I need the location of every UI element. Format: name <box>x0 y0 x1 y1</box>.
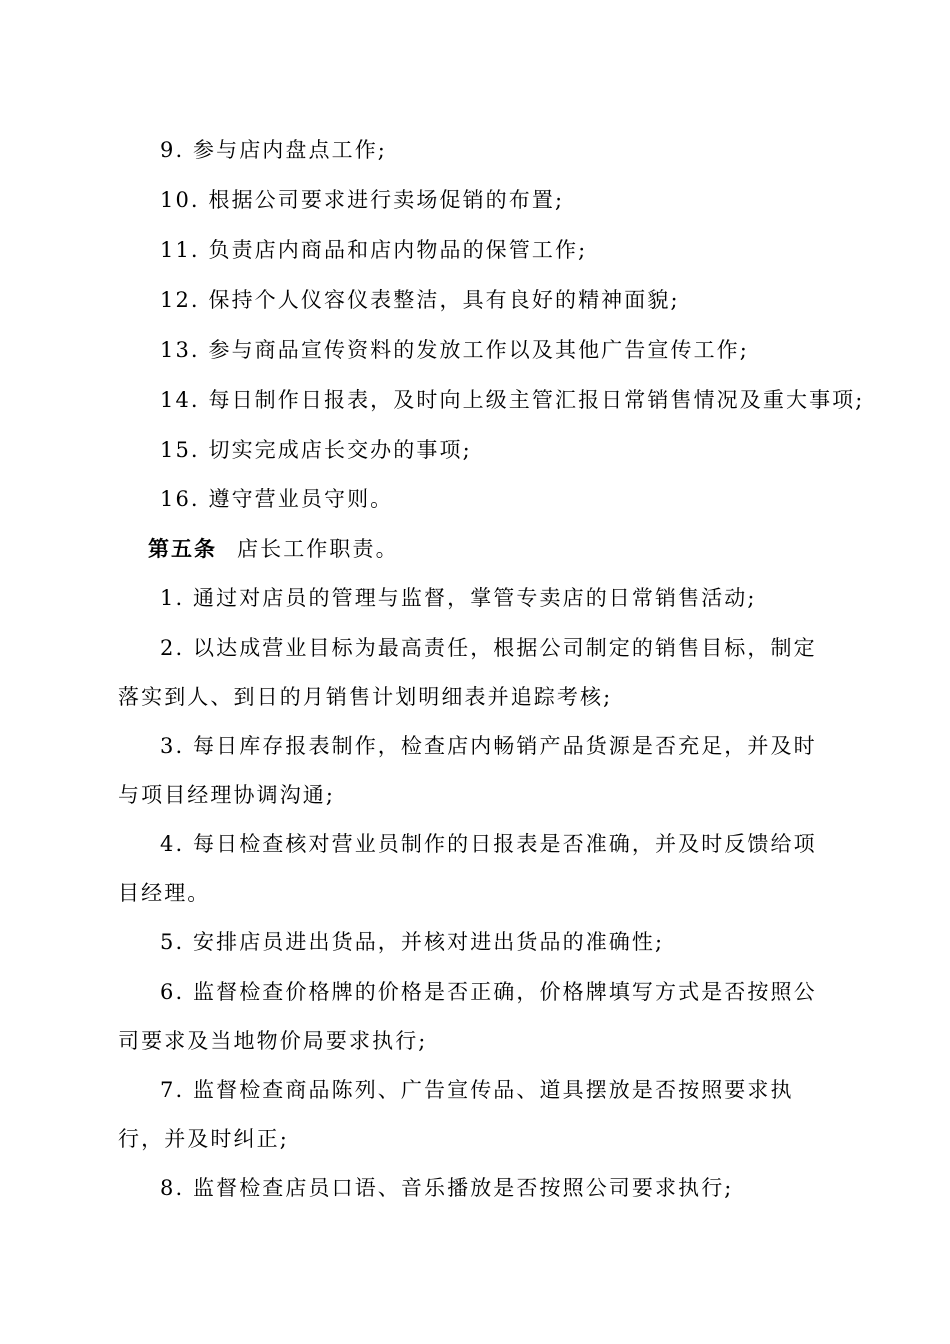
list-item: 8. 监督检查店员口语、音乐播放是否按照公司要求执行; <box>160 1176 734 1200</box>
list-item: 12. 保持个人仪容仪表整洁，具有良好的精神面貌; <box>160 288 680 312</box>
list-item: 14. 每日制作日报表，及时向上级主管汇报日常销售情况及重大事项; <box>160 388 865 412</box>
list-item: 6. 监督检查价格牌的价格是否正确，价格牌填写方式是否按照公司要求及当地物价局要求执行; <box>118 980 817 1053</box>
article-heading <box>118 524 878 574</box>
list-item: 16. 遵守营业员守则。 <box>160 487 394 511</box>
article-label: 第五条 <box>148 536 217 561</box>
list-item: 13. 参与商品宣传资料的发放工作以及其他广告宣传工作; <box>160 338 749 362</box>
article-title: 店长工作职责。 <box>237 537 399 561</box>
list-item: 9. 参与店内盘点工作; <box>160 138 387 162</box>
list-item: 2. 以达成营业目标为最高责任，根据公司制定的销售目标，制定落实到人、到日的月销售计划明细表并追踪考核; <box>118 636 817 709</box>
list-item: 7. 监督检查商品陈列、广告宣传品、道具摆放是否按照要求执行，并及时纠正; <box>118 1078 794 1151</box>
list-item: 1. 通过对店员的管理与监督，掌管专卖店的日常销售活动; <box>160 586 757 610</box>
list-item: 5. 安排店员进出货品，并核对进出货品的准确性; <box>160 930 665 954</box>
list-item: 15. 切实完成店长交办的事项; <box>160 438 472 462</box>
list-item: 10. 根据公司要求进行卖场促销的布置; <box>160 188 565 212</box>
list-item: 4. 每日检查核对营业员制作的日报表是否准确，并及时反馈给项目经理。 <box>118 832 817 905</box>
list-item: 3. 每日库存报表制作，检查店内畅销产品货源是否充足，并及时与项目经理协调沟通; <box>118 734 817 807</box>
list-item: 11. 负责店内商品和店内物品的保管工作; <box>160 238 588 262</box>
